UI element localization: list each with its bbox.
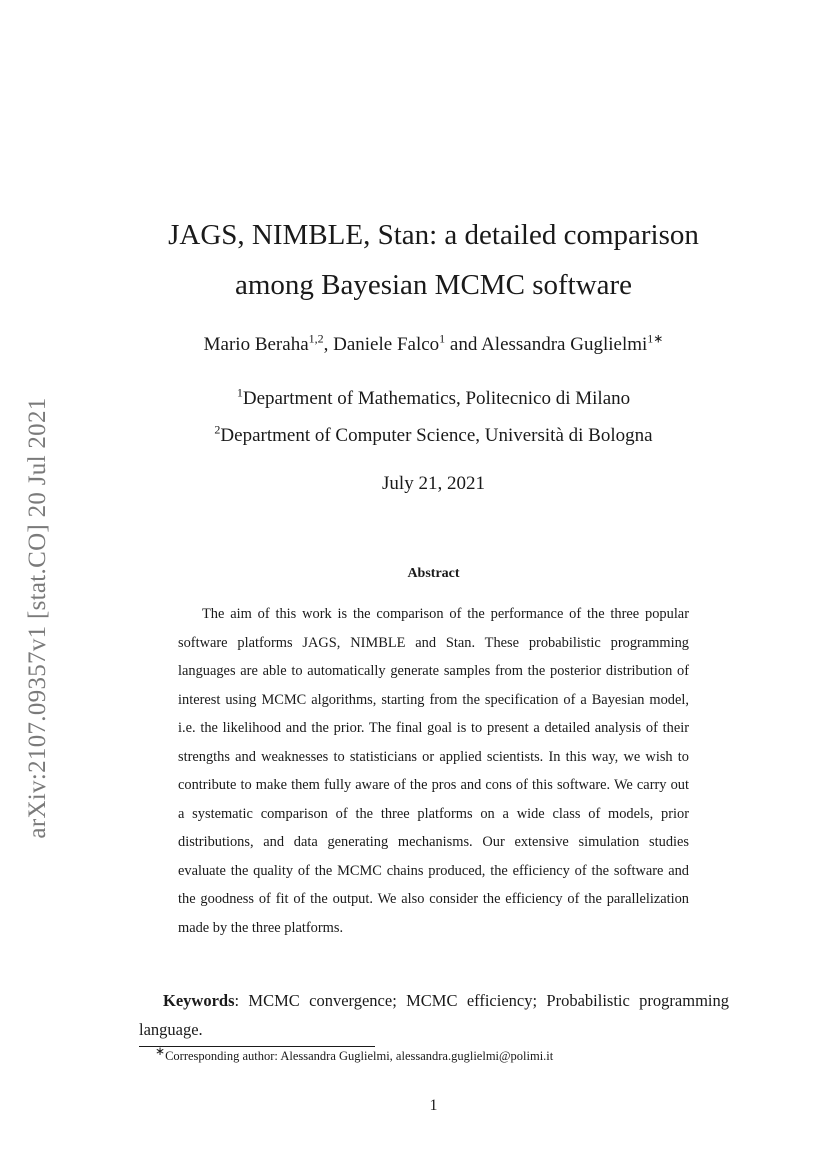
author-separator: and [445,334,482,355]
author-name: Alessandra Guglielmi [481,334,648,355]
paper-date: July 21, 2021 [382,473,485,494]
author-affiliation-mark: 1∗ [647,331,664,346]
page-number: 1 [429,1097,438,1114]
author-list [100,331,767,356]
keywords-paragraph [139,986,729,1044]
abstract-heading: Abstract [407,566,460,581]
affiliation-2 [100,422,767,447]
abstract-text: The aim of this work is the comparison of the performance of the three popular software platforms JAGS, NIMBLE and Stan. These probabilistic programming languages are able to automatically generate samples from the posterior distribution of interest using MCMC algorithms, starting from the specification of a Bayesian model, i.e. the likelihood and the prior. The final goal is to present a detailed analysis of their strengths and weaknesses to statisticians or applied scientists. In this way, we wish to contribute to make them fully aware of the pros and cons of this software. We carry out a systematic comparison of the three platforms on a wide class of models, prior distributions, and data generating mechanisms. Our extensive simulation studies evaluate the quality of the MCMC chains produced, the efficiency of the software and the goodness of fit of the output. We also consider the efficiency of the parallelization made by the three platforms. [178,606,689,936]
author-name: Mario Beraha [203,334,309,355]
affiliation-text: Department of Computer Science, Università di Bologna [220,425,653,446]
affiliation-mark: 1 [236,385,243,400]
author-separator: , [323,334,334,355]
affiliation-text: Department of Mathematics, Politecnico di Milano [242,388,631,409]
affiliation-mark: 2 [214,422,221,437]
footnote-rule [139,1046,375,1047]
paper-title [100,210,767,310]
keywords-text: : MCMC convergence; MCMC efficiency; Probabilistic programming language. [139,991,729,1039]
title-line-2: among Bayesian MCMC software [234,269,633,301]
author-affiliation-mark: 1,2 [308,331,324,346]
arxiv-identifier-stamp: arXiv:2107.09357v1 [stat.CO] 20 Jul 2021 [24,397,51,839]
author-affiliation-mark: 1 [439,331,446,346]
footnote-mark: ∗ [155,1043,166,1058]
footnote-text: Corresponding author: Alessandra Guglielmi, alessandra.guglielmi@polimi.it [165,1049,554,1063]
author-name: Daniele Falco [333,334,440,355]
affiliation-1 [100,385,767,410]
footnote [155,1043,554,1064]
title-line-1: JAGS, NIMBLE, Stan: a detailed comparison [168,219,699,251]
keywords-label: Keywords [163,991,235,1010]
